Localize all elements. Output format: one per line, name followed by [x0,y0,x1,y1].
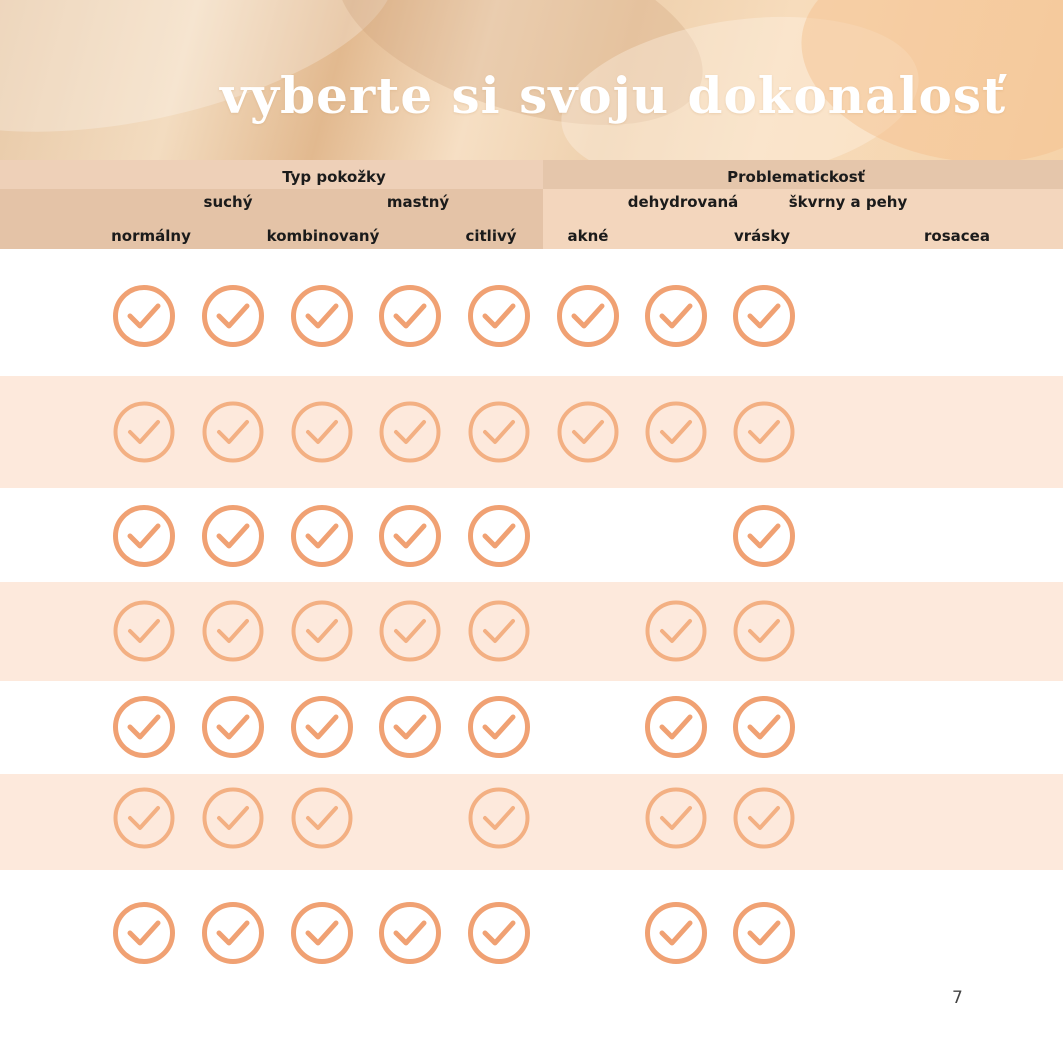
column-header-acne: akné [567,227,609,245]
column-header-dehydrated: dehydrovaná [627,193,739,211]
check-circle-icon [112,400,176,464]
column-header-wrinkles: vrásky [734,227,790,245]
check-circle-icon [201,284,265,348]
check-circle-icon [644,901,708,965]
check-circle-icon [467,901,531,965]
check-circle-icon [732,901,796,965]
check-circle-icon [556,284,620,348]
check-circle-icon [732,695,796,759]
check-circle-icon [378,901,442,965]
header-group-band-left [0,160,543,189]
check-circle-icon [201,786,265,850]
check-circle-icon [201,504,265,568]
check-circle-icon [732,284,796,348]
check-circle-icon [378,284,442,348]
check-circle-icon [201,400,265,464]
header-banner [0,0,1063,160]
page-number: 7 [952,988,963,1008]
check-circle-icon [112,901,176,965]
group-label-problems: Problematickosť [727,168,865,186]
check-circle-icon [112,504,176,568]
check-circle-icon [467,695,531,759]
check-circle-icon [467,284,531,348]
check-circle-icon [644,695,708,759]
check-circle-icon [644,400,708,464]
check-circle-icon [732,599,796,663]
page-title: vyberte si svoju dokonalosť [220,66,1007,125]
column-header-sensitive: citlivý [465,227,517,245]
check-circle-icon [644,284,708,348]
check-circle-icon [112,599,176,663]
check-circle-icon [378,504,442,568]
column-header-combination: kombinovaný [266,227,380,245]
column-header-spots: škvrny a pehy [788,193,908,211]
check-circle-icon [732,400,796,464]
column-header-dry: suchý [203,193,253,211]
check-circle-icon [290,786,354,850]
check-circle-icon [201,695,265,759]
column-header-oily: mastný [386,193,450,211]
check-circle-icon [378,400,442,464]
check-circle-icon [644,599,708,663]
check-circle-icon [467,400,531,464]
check-circle-icon [467,599,531,663]
check-circle-icon [290,599,354,663]
column-header-rosacea: rosacea [924,227,990,245]
check-circle-icon [290,504,354,568]
check-circle-icon [201,901,265,965]
check-circle-icon [644,786,708,850]
check-circle-icon [378,695,442,759]
check-circle-icon [112,786,176,850]
check-circle-icon [378,599,442,663]
group-label-skin-type: Typ pokožky [282,168,386,186]
check-circle-icon [201,599,265,663]
check-circle-icon [290,901,354,965]
check-circle-icon [290,284,354,348]
check-circle-icon [467,504,531,568]
check-circle-icon [467,786,531,850]
column-header-normal: normálny [111,227,191,245]
check-circle-icon [112,695,176,759]
check-circle-icon [290,695,354,759]
check-circle-icon [732,786,796,850]
check-circle-icon [732,504,796,568]
check-circle-icon [112,284,176,348]
check-circle-icon [290,400,354,464]
check-circle-icon [556,400,620,464]
